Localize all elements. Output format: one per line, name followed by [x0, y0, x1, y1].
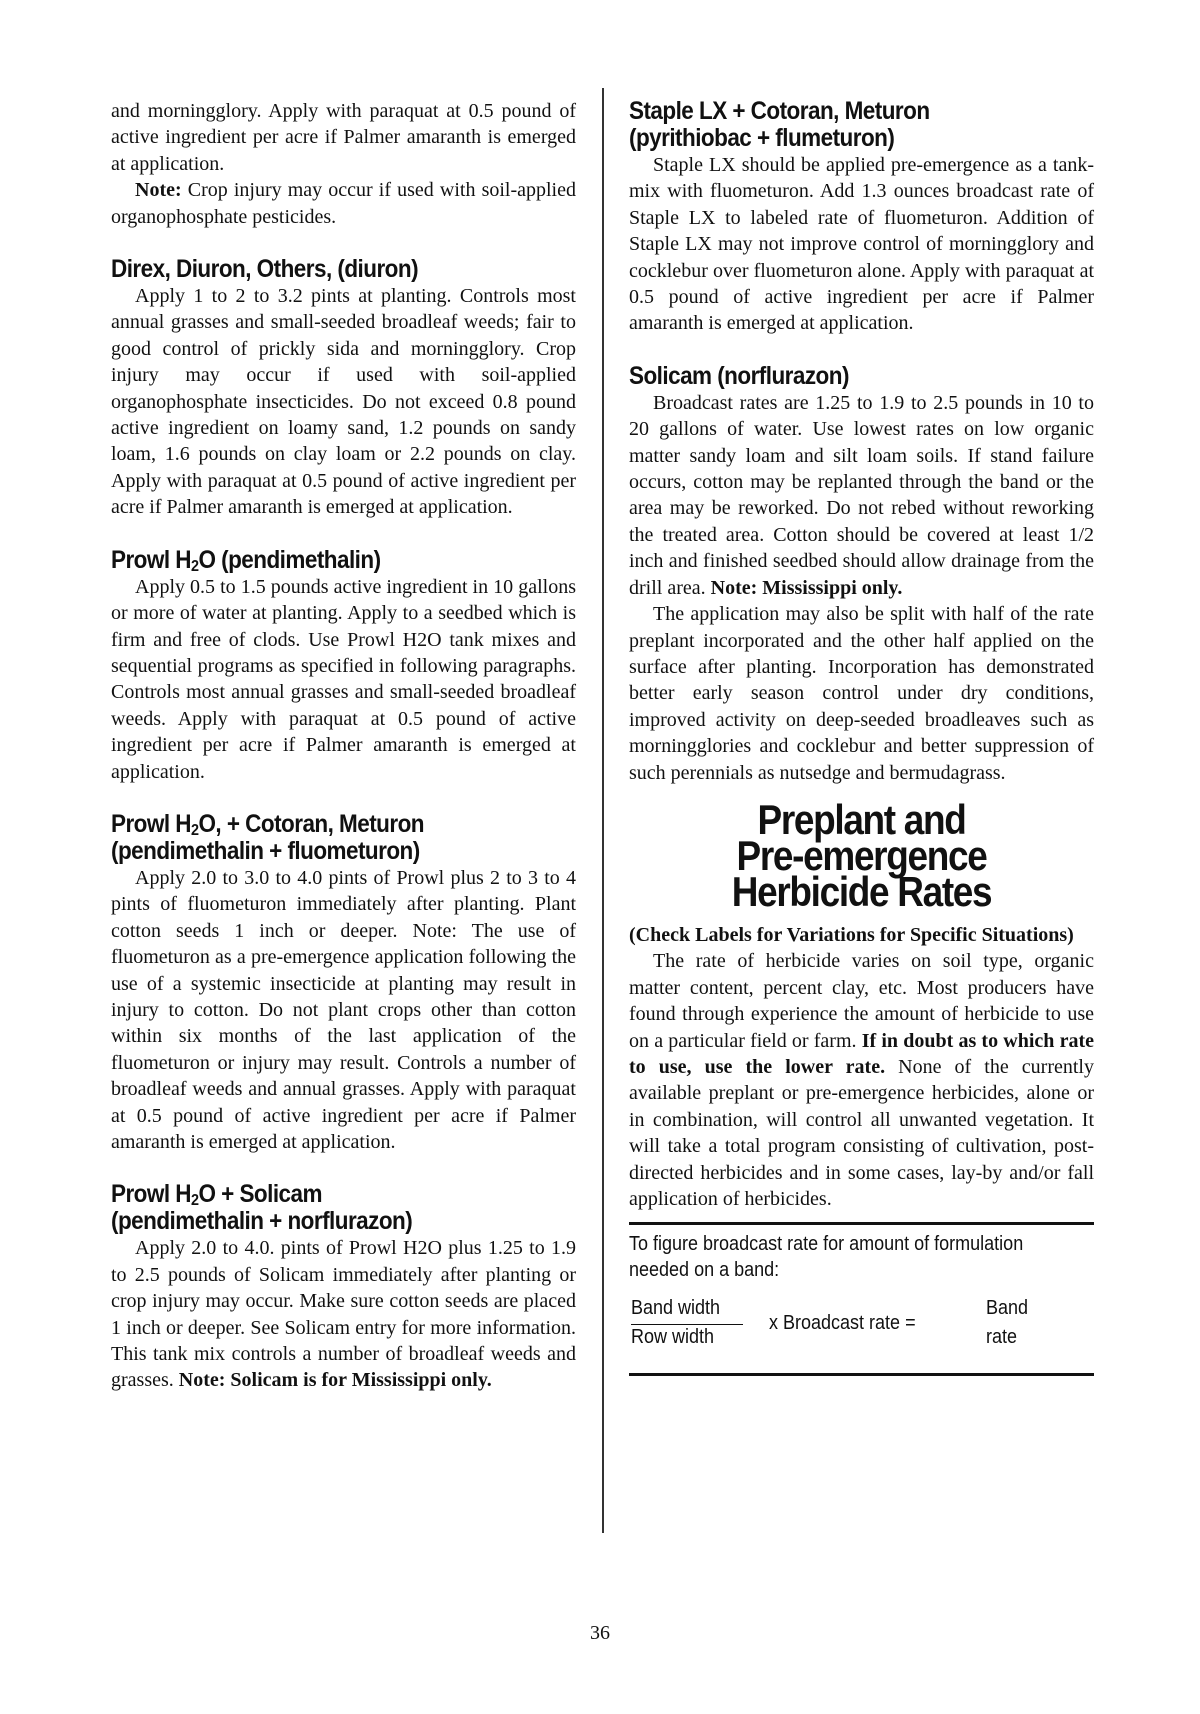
rates-paragraph: The rate of herbicide varies on soil type, organic matter content, percent clay, etc. Most producers have found through experience the amount of herbicide to use on a particular field or farm. If in doubt as to which rate to use, use the lower rate. None of the currently available preplant or pre-emergence herbicides, alone or in combination, will control all unwanted vegetation. It will take a total program consisting of cultivation, post-directed herbicides and in some cases, lay-by and/or fall application of herbicides. — [629, 950, 1094, 1210]
staple-heading: Staple LX + Cotoran, Meturon (pyrithiobac + flumeturon) — [629, 97, 930, 152]
prowl-heading: Prowl $H_2O$ (pendimethalin) — [111, 545, 381, 575]
page-number: 36 — [590, 1622, 610, 1644]
prowl-solicam-heading: Prowl $H_2O$ + Solicam (pendimethalin + norflurazon) — [111, 1180, 413, 1236]
solicam-heading: Solicam (norflurazon) — [629, 361, 849, 390]
prowl-solicam-paragraph: Apply 2.0 to 4.0. pints of Prowl H2O plus 1.25 to 1.9 to 2.5 pounds of Solicam immediately after planting or crop injury may occur. Make sure cotton seeds are placed 1 inch or deeper. See Solicam entry for more information. This tank mix controls a number of broadleaf weeds and grasses. Note: Solicam is for Mississippi only. — [111, 1237, 576, 1392]
formula-denominator: Row width — [631, 1326, 715, 1349]
prowl-cotoran-heading: Prowl $H_2O$, + Cotoran, Meturon (pendimethalin + fluometuron) — [111, 809, 425, 865]
solicam-paragraph-2: The application may also be split with half of the rate preplant incorporated and the other half applied on the surface after planting. Incorporation has demonstrated better early season control under dry conditions, improved activity on deep-seeded broadleaves such as morningglories and cocklebur and better suppression of such perennials as nutsedge and bermudagrass. — [629, 603, 1094, 784]
formula-multiplier: x Broadcast rate = — [769, 1312, 916, 1335]
formula-result-line2: rate — [986, 1326, 1018, 1349]
formula-instructions: To figure broadcast rate for amount of formulation needed on a band: — [629, 1233, 1024, 1282]
solicam-paragraph-1: Broadcast rates are 1.25 to 1.9 to 2.5 pounds in 10 to 20 gallons of water. Use lowest rates on low organic matter sandy loam and silt loam soils. If stand failure occurs, cotton may be replanted through the band or the area may be reworked. Do not rebed without reworking the treated area. Cotton should be covered at least 1/2 inch and finished seedbed should allow drainage from the drill area. Note: Mississippi only. — [629, 391, 1094, 599]
diuron-heading: Direx, Diuron, Others, (diuron) — [111, 255, 419, 284]
band-rate-formula — [629, 1297, 1094, 1376]
section-title: Preplant and Pre-emergence Herbicide Rates — [731, 795, 992, 915]
diuron-paragraph: Apply 1 to 2 to 3.2 pints at planting. Controls most annual grasses and small-seeded broadleaf weeds; fair to good control of prickly sida and morningglory. Crop injury may occur if used with soil-applied organophosphate insecticides. Do not exceed 0.8 pound active ingredient on loamy sand, 1.2 pounds on sandy loam, 1.6 pounds on clay loam or 2.2 pounds on clay. Apply with paraquat at 0.5 pound of active ingredient per acre if Palmer amaranth is emerged at application. — [111, 285, 576, 519]
column-divider — [602, 88, 604, 1533]
prowl-paragraph: Apply 0.5 to 1.5 pounds active ingredient in 10 gallons or more of water at planting. Apply to a seedbed which is firm and free of clods. Use Prowl H2O tank mixes and sequential programs as specified in following paragraphs. Controls most annual grasses and small-seeded broadleaf weeds. Apply with paraquat at 0.5 pound of active ingredient per acre if Palmer amaranth is emerged at application. — [111, 575, 576, 783]
formula-numerator: Band width — [631, 1297, 721, 1320]
check-labels-note: (Check Labels for Variations for Specific Situations) — [629, 923, 1074, 946]
formula-box — [629, 1222, 1094, 1376]
intro-paragraph: and morningglory. Apply with paraquat at 0.5 pound of active ingredient per acre if Palmer amaranth is emerged at application. — [111, 100, 576, 175]
intro-note: Note: Crop injury may occur if used with soil-applied organophosphate pesticides. — [111, 179, 576, 228]
right-column — [629, 98, 1094, 1376]
staple-paragraph: Staple LX should be applied pre-emergence as a tank-mix with fluometuron. Add 1.3 ounces broadcast rate of Staple LX to labeled rate of fluometuron. Addition of Staple LX may not improve control of morningglory and cocklebur over fluometuron alone. Apply with paraquat at 0.5 pound of active ingredient per acre if Palmer amaranth is emerged at application. — [629, 154, 1094, 335]
left-column — [111, 98, 576, 1394]
prowl-cotoran-paragraph: Apply 2.0 to 3.0 to 4.0 pints of Prowl plus 2 to 3 to 4 pints of fluometuron immediately after planting. Plant cotton seeds 1 inch or deeper. Note: The use of fluometuron as a pre-emergence application following the use of a systemic insecticide at planting may result in injury to cotton. Do not plant crops other than cotton within six months of the last application of the fluometuron or injury may result. Controls a number of broadleaf weeds and annual grasses. Apply with paraquat at 0.5 pound of active ingredient per acre if Palmer amaranth is emerged at application. — [111, 866, 576, 1153]
formula-result-line1: Band — [986, 1297, 1029, 1320]
fraction-bar — [631, 1324, 743, 1325]
